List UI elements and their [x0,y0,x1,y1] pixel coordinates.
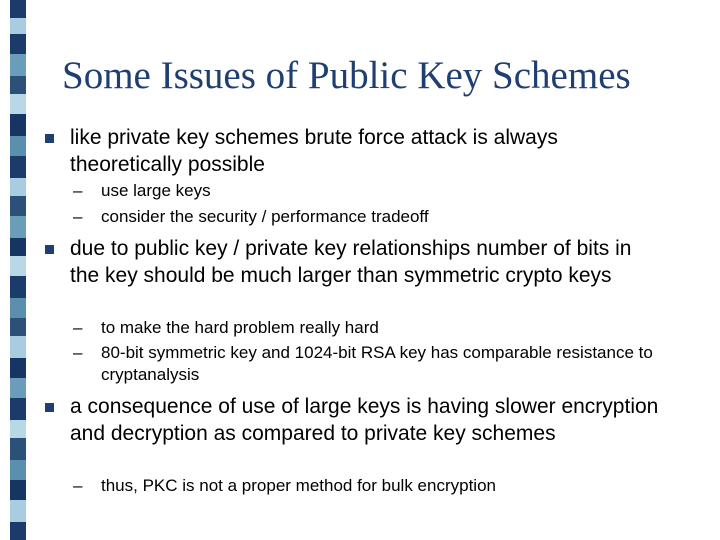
dash-icon: – [73,343,83,362]
bullet-text: due to public key / private key relationships number of bits in the key should be much larger than symmetric crypto keys [70,237,632,287]
sub-bullet-item [73,206,673,228]
strip-block [10,336,26,358]
decorative-left-strip [10,0,26,540]
sub-bullet-text: use large keys [101,181,211,200]
sub-bullet-item [73,180,673,202]
bullet-item [40,393,660,447]
bullet-item [40,235,660,289]
strip-block [10,18,26,34]
strip-block [10,196,26,216]
sub-bullet-text: thus, PKC is not a proper method for bulk encryption [101,476,496,495]
strip-block [10,156,26,178]
strip-block [10,460,26,480]
strip-block [10,114,26,136]
slide-title: Some Issues of Public Key Schemes [62,54,631,97]
strip-block [10,298,26,318]
strip-block [10,318,26,336]
strip-block [10,0,26,18]
strip-block [10,34,26,54]
strip-block [10,178,26,196]
dash-icon: – [73,207,83,226]
strip-block [10,500,26,522]
sub-bullet-item [73,342,673,386]
strip-block [10,276,26,298]
strip-block [10,522,26,540]
strip-block [10,54,26,76]
square-bullet-icon [45,403,54,412]
bullet-text: a consequence of use of large keys is having slower encryption and decryption as compared to private key schemes [70,395,659,445]
strip-block [10,358,26,378]
strip-block [10,76,26,94]
strip-block [10,398,26,420]
sub-bullet-item [73,475,673,497]
square-bullet-icon [45,134,54,143]
dash-icon: – [73,476,83,495]
square-bullet-icon [45,245,54,254]
strip-block [10,438,26,460]
strip-block [10,136,26,156]
strip-block [10,256,26,276]
sub-bullet-item [73,317,673,339]
strip-block [10,480,26,500]
strip-block [10,216,26,238]
sub-bullet-text: 80-bit symmetric key and 1024-bit RSA key has comparable resistance to cryptanalysis [101,343,653,384]
sub-bullet-text: to make the hard problem really hard [101,318,379,337]
strip-block [10,378,26,398]
bullet-text: like private key schemes brute force attack is always theoretically possible [70,126,558,176]
bullet-item [40,124,660,178]
strip-block [10,420,26,438]
sub-bullet-text: consider the security / performance tradeoff [101,207,429,226]
dash-icon: – [73,318,83,337]
strip-block [10,238,26,256]
strip-block [10,94,26,114]
dash-icon: – [73,181,83,200]
